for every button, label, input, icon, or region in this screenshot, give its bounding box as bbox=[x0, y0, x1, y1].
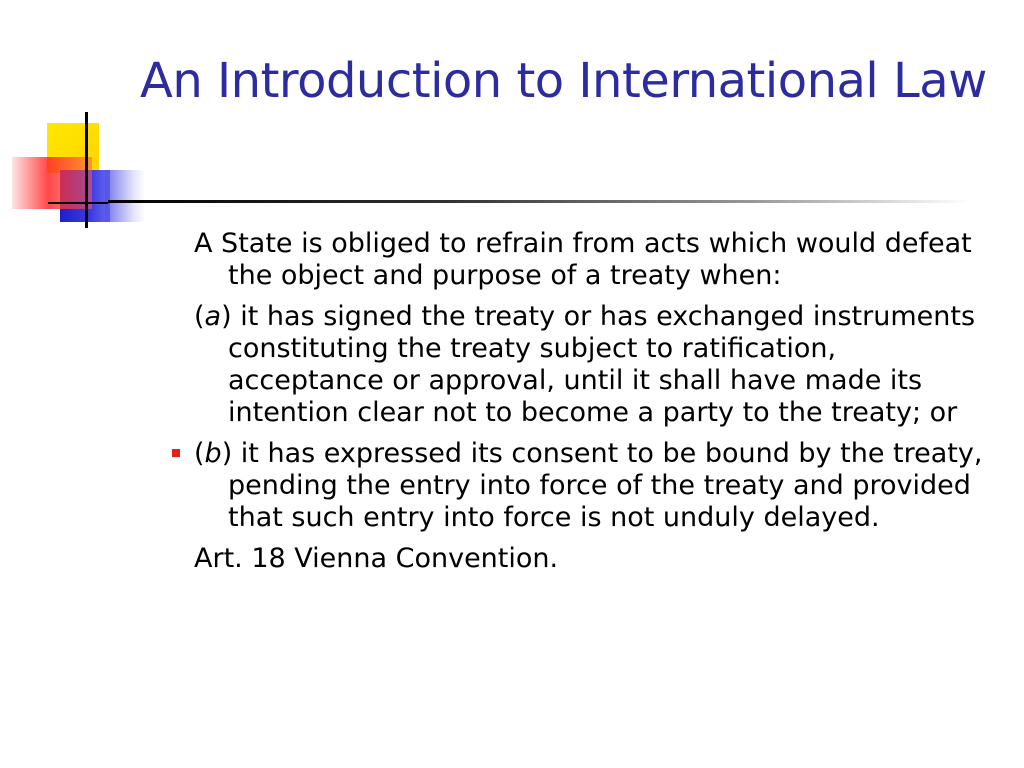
logo-blue-fade bbox=[105, 170, 145, 222]
citation-text: Art. 18 Vienna Convention. bbox=[194, 543, 559, 574]
paragraph-intro-text: A State is obliged to refrain from acts which would defeat the object and purpose of a treaty when: bbox=[194, 228, 972, 291]
paragraph-citation bbox=[194, 543, 984, 575]
slide-body bbox=[194, 228, 984, 584]
logo-horizontal-line bbox=[48, 202, 108, 204]
paragraph-b-text: ) it has expressed its consent to be bound by the treaty, pending the entry into force of the treaty and provided that such entry into force is not unduly delayed. bbox=[221, 438, 983, 533]
paragraph-b-marker: b bbox=[204, 438, 222, 469]
logo-vertical-line bbox=[85, 112, 88, 228]
paragraph-a-text: ) it has signed the treaty or has exchanged instruments constituting the treaty subject to ratification, acceptance or approval, until it shall have made its intention clear not to become a party to the treaty; or bbox=[221, 301, 976, 428]
paragraph-a-open: ( bbox=[194, 301, 205, 332]
paragraph-intro bbox=[194, 228, 984, 292]
slide-title: An Introduction to International Law bbox=[140, 53, 987, 109]
paragraph-b-open: ( bbox=[194, 438, 205, 469]
paragraph-a bbox=[194, 301, 984, 429]
title-underline-rule bbox=[108, 200, 970, 203]
paragraph-b bbox=[194, 438, 984, 534]
paragraph-a-marker: a bbox=[204, 301, 222, 332]
bullet-icon bbox=[172, 449, 180, 457]
